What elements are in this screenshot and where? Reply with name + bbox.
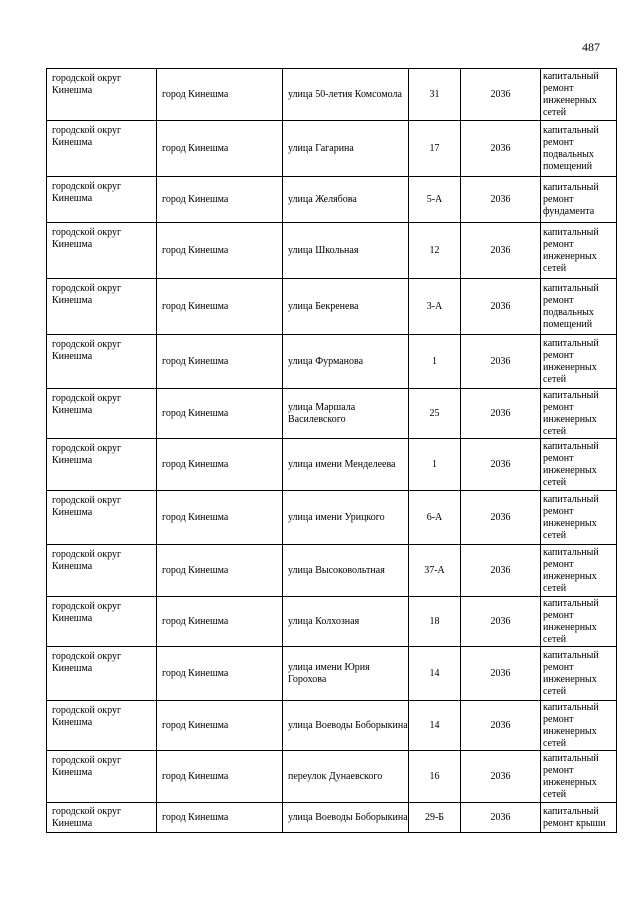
district-cell: городской округ Кинешма [47,177,157,223]
repair-schedule-table [46,68,617,833]
work-type-cell: капитальный ремонт инженерных сетей [541,491,617,545]
work-type-cell: капитальный ремонт крыши [541,803,617,833]
year-cell: 2036 [461,223,541,279]
work-type-cell: капитальный ремонт инженерных сетей [541,545,617,597]
year-cell: 2036 [461,335,541,389]
district-cell: городской округ Кинешма [47,279,157,335]
table-row [47,803,617,833]
year-cell: 2036 [461,439,541,491]
year-cell: 2036 [461,701,541,751]
table-row [47,545,617,597]
street-cell: улица Бекренева [283,279,409,335]
locality-cell: город Кинешма [157,545,283,597]
district-cell: городской округ Кинешма [47,223,157,279]
street-cell: улица Фурманова [283,335,409,389]
district-cell: городской округ Кинешма [47,701,157,751]
street-cell: улица имени Юрия Горохова [283,647,409,701]
locality-cell: город Кинешма [157,597,283,647]
locality-cell: город Кинешма [157,701,283,751]
table-row [47,439,617,491]
house-number-cell: 31 [409,69,461,121]
year-cell: 2036 [461,545,541,597]
house-number-cell: 14 [409,647,461,701]
table-row [47,597,617,647]
table-row [47,647,617,701]
table-body [47,69,617,833]
house-number-cell: 3-А [409,279,461,335]
house-number-cell: 1 [409,335,461,389]
district-cell: городской округ Кинешма [47,545,157,597]
locality-cell: город Кинешма [157,647,283,701]
locality-cell: город Кинешма [157,803,283,833]
work-type-cell: капитальный ремонт инженерных сетей [541,439,617,491]
street-cell: улица имени Урицкого [283,491,409,545]
table-row [47,69,617,121]
table-row [47,491,617,545]
work-type-cell: капитальный ремонт инженерных сетей [541,597,617,647]
year-cell: 2036 [461,647,541,701]
work-type-cell: капитальный ремонт инженерных сетей [541,751,617,803]
table-row [47,121,617,177]
street-cell: улица Колхозная [283,597,409,647]
table-row [47,279,617,335]
house-number-cell: 12 [409,223,461,279]
district-cell: городской округ Кинешма [47,803,157,833]
district-cell: городской округ Кинешма [47,121,157,177]
page-number: 487 [582,40,600,54]
street-cell: улица Высоковольтная [283,545,409,597]
house-number-cell: 5-А [409,177,461,223]
locality-cell: город Кинешма [157,121,283,177]
locality-cell: город Кинешма [157,223,283,279]
street-cell: улица Гагарина [283,121,409,177]
year-cell: 2036 [461,121,541,177]
locality-cell: город Кинешма [157,389,283,439]
table-row [47,177,617,223]
work-type-cell: капитальный ремонт инженерных сетей [541,69,617,121]
work-type-cell: капитальный ремонт инженерных сетей [541,335,617,389]
district-cell: городской округ Кинешма [47,389,157,439]
locality-cell: город Кинешма [157,279,283,335]
table-row [47,389,617,439]
work-type-cell: капитальный ремонт инженерных сетей [541,223,617,279]
table-row [47,701,617,751]
year-cell: 2036 [461,491,541,545]
street-cell: улица Воеводы Боборыкина [283,701,409,751]
street-cell: улица Маршала Василевского [283,389,409,439]
year-cell: 2036 [461,803,541,833]
house-number-cell: 1 [409,439,461,491]
district-cell: городской округ Кинешма [47,597,157,647]
house-number-cell: 14 [409,701,461,751]
district-cell: городской округ Кинешма [47,751,157,803]
locality-cell: город Кинешма [157,751,283,803]
year-cell: 2036 [461,751,541,803]
district-cell: городской округ Кинешма [47,439,157,491]
street-cell: улица Школьная [283,223,409,279]
locality-cell: город Кинешма [157,335,283,389]
work-type-cell: капитальный ремонт инженерных сетей [541,701,617,751]
work-type-cell: капитальный ремонт инженерных сетей [541,389,617,439]
district-cell: городской округ Кинешма [47,491,157,545]
locality-cell: город Кинешма [157,69,283,121]
year-cell: 2036 [461,69,541,121]
table-row [47,335,617,389]
house-number-cell: 29-Б [409,803,461,833]
table-row [47,223,617,279]
year-cell: 2036 [461,389,541,439]
work-type-cell: капитальный ремонт подвальных помещений [541,279,617,335]
locality-cell: город Кинешма [157,439,283,491]
district-cell: городской округ Кинешма [47,647,157,701]
work-type-cell: капитальный ремонт инженерных сетей [541,647,617,701]
locality-cell: город Кинешма [157,177,283,223]
house-number-cell: 25 [409,389,461,439]
street-cell: переулок Дунаевского [283,751,409,803]
house-number-cell: 37-А [409,545,461,597]
house-number-cell: 18 [409,597,461,647]
street-cell: улица Желябова [283,177,409,223]
house-number-cell: 16 [409,751,461,803]
street-cell: улица Воеводы Боборыкина [283,803,409,833]
year-cell: 2036 [461,279,541,335]
street-cell: улица имени Менделеева [283,439,409,491]
street-cell: улица 50-летия Комсомола [283,69,409,121]
table-row [47,751,617,803]
year-cell: 2036 [461,597,541,647]
house-number-cell: 17 [409,121,461,177]
house-number-cell: 6-А [409,491,461,545]
district-cell: городской округ Кинешма [47,69,157,121]
district-cell: городской округ Кинешма [47,335,157,389]
locality-cell: город Кинешма [157,491,283,545]
year-cell: 2036 [461,177,541,223]
work-type-cell: капитальный ремонт подвальных помещений [541,121,617,177]
work-type-cell: капитальный ремонт фундамента [541,177,617,223]
